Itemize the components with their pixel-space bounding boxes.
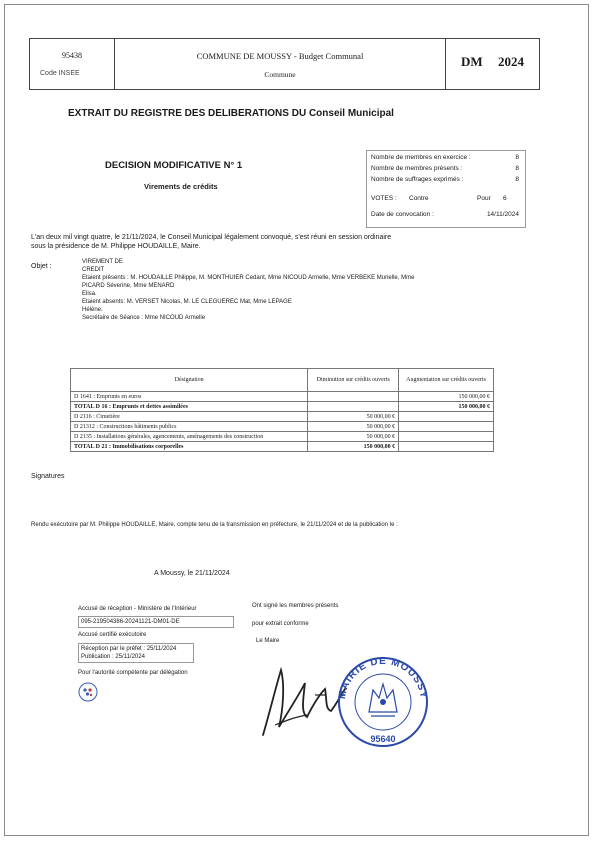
objet-line: VIREMENT DE: [82, 259, 123, 265]
svg-text:MAIRIE DE MOUSSY: [337, 656, 429, 700]
table-row: [71, 392, 494, 402]
members-value: 8: [515, 154, 519, 161]
cell-designation: TOTAL D 16 : Emprunts et dettes assimilées: [71, 402, 308, 412]
objet-line: PICARD Séverine, Mme MENARD: [82, 283, 175, 289]
suffrages-value: 8: [515, 176, 519, 183]
cell-diminution: 150 000,00 €: [308, 442, 399, 452]
table-row: [71, 402, 494, 412]
sign-line-1: Ont signé les membres présents: [252, 603, 339, 609]
publication-line: Publication : 25/11/2024: [81, 654, 145, 660]
votes-row: [371, 154, 519, 161]
present-value: 8: [515, 165, 519, 172]
reception-title: Accusé de réception - Ministère de l'Intérieur: [78, 606, 197, 612]
members-label: Nombre de membres en exercice :: [371, 154, 471, 161]
commune-box: [114, 38, 446, 90]
signatures-label: Signatures: [31, 473, 65, 480]
objet-line: CREDIT: [82, 267, 105, 273]
cell-diminution: 50 000,00 €: [308, 422, 399, 432]
cell-diminution: 50 000,00 €: [308, 412, 399, 422]
stamp-top-text: MAIRIE DE MOUSSY: [336, 655, 429, 700]
votes-row: [371, 176, 519, 183]
decision-subtitle: Virements de crédits: [144, 182, 218, 191]
cell-augmentation: 150 000,00 €: [399, 402, 494, 412]
commune-title: COMMUNE DE MOUSSY - Budget Communal: [196, 51, 364, 61]
credits-table: [70, 368, 494, 452]
votes-box: [366, 150, 526, 228]
suffrages-label: Nombre de suffrages exprimés :: [371, 176, 464, 183]
intro-line-1: L'an deux mil vingt quatre, le 21/11/2024, le Conseil Municipal légalement convoqué, s'est réuni en session ordinaire: [31, 234, 392, 241]
dm-prefix: DM: [461, 54, 483, 69]
dm-box: [445, 38, 540, 90]
convocation-label: Date de convocation :: [371, 211, 434, 218]
executoire-text: Rendu exécutoire par M. Philippe HOUDAILLE, Maire, compte tenu de la transmission en préfecture, le 21/11/2024 et de la publication le :: [31, 522, 398, 528]
present-label: Nombre de membres présents :: [371, 165, 463, 172]
table-row: [71, 432, 494, 442]
cell-diminution: [308, 402, 399, 412]
insee-label: Code INSEE: [40, 70, 80, 77]
table-row: [71, 412, 494, 422]
decision-title: DECISION MODIFICATIVE N° 1: [105, 160, 243, 171]
objet-label: Objet :: [31, 263, 52, 270]
col-designation: Désignation: [71, 369, 308, 392]
reception-line: Réception par le préfet : 25/11/2024: [81, 646, 177, 652]
cell-designation: D 1641 : Emprunts en euros: [71, 392, 308, 402]
sign-line-2: pour extrait conforme: [252, 621, 309, 627]
cell-diminution: [308, 392, 399, 402]
mairie-stamp: [329, 650, 437, 750]
col-diminution: Diminution sur crédits ouverts: [308, 369, 399, 392]
cell-designation: TOTAL D 21 : Immobilisations corporelles: [71, 442, 308, 452]
cell-augmentation: [399, 432, 494, 442]
objet-line: Elisa.: [82, 291, 97, 297]
table-row: [71, 442, 494, 452]
dm-label: [446, 54, 539, 70]
insee-code: 95438: [62, 51, 82, 60]
cell-augmentation: [399, 422, 494, 432]
stamp-postal: 95640: [370, 734, 396, 744]
convocation-date: 14/11/2024: [486, 211, 519, 218]
cell-designation: D 21312 : Constructions bâtiments publics: [71, 422, 308, 432]
col-augmentation: Augmentation sur crédits ouverts: [399, 369, 494, 392]
votes-label: VOTES :: [371, 195, 397, 202]
pour-label: Pour: [477, 195, 491, 202]
votes-row: [371, 165, 519, 172]
cell-designation: D 2116 : Cimetière: [71, 412, 308, 422]
reception-delegation: Pour l'autorité compétente par délégation: [78, 670, 188, 676]
table-row: [71, 422, 494, 432]
dm-year: 2024: [497, 54, 524, 69]
cell-designation: D 2135 : Installations générales, agencements, aménagements des construction: [71, 432, 308, 442]
register-title: EXTRAIT DU REGISTRE DES DELIBERATIONS DU Conseil Municipal: [68, 108, 394, 119]
contre-label: Contre: [409, 195, 429, 202]
objet-line: Etaient absents: M. VERSET Nicolas, M. LE CLEGUEREC Mat, Mme LEPAGE: [82, 299, 292, 305]
intro-line-2: sous la présidence de M. Philippe HOUDAILLE, Maire.: [31, 243, 201, 250]
cell-augmentation: [399, 442, 494, 452]
reception-dates: [78, 643, 194, 663]
place-date: A Moussy, le 21/11/2024: [154, 570, 230, 577]
objet-line: Etaient présents : M. HOUDAILLE Philippe, M. MONTHUIER Cedant, Mme NICOUD Armelle, Mme VERBEKE Murielle, Mme: [82, 275, 415, 281]
insee-box: [29, 38, 115, 90]
sign-line-3: Le Maire: [256, 638, 280, 644]
cell-augmentation: [399, 412, 494, 422]
pour-value: 6: [503, 195, 507, 202]
objet-block: [82, 258, 532, 322]
reception-certifie: Accusé certifié exécutoire: [78, 632, 147, 638]
objet-line: Secrétaire de Séance : Mme NICOUD Armelle: [82, 315, 206, 321]
reception-number: 095-219504386-20241121-DM01-DE: [78, 616, 234, 628]
cell-augmentation: 150 000,00 €: [399, 392, 494, 402]
table-header-row: [71, 369, 494, 392]
objet-line: Hélène.: [82, 307, 103, 313]
cell-diminution: 50 000,00 €: [308, 432, 399, 442]
commune-label: Commune: [264, 70, 296, 79]
marianne-logo-icon: [78, 682, 98, 702]
